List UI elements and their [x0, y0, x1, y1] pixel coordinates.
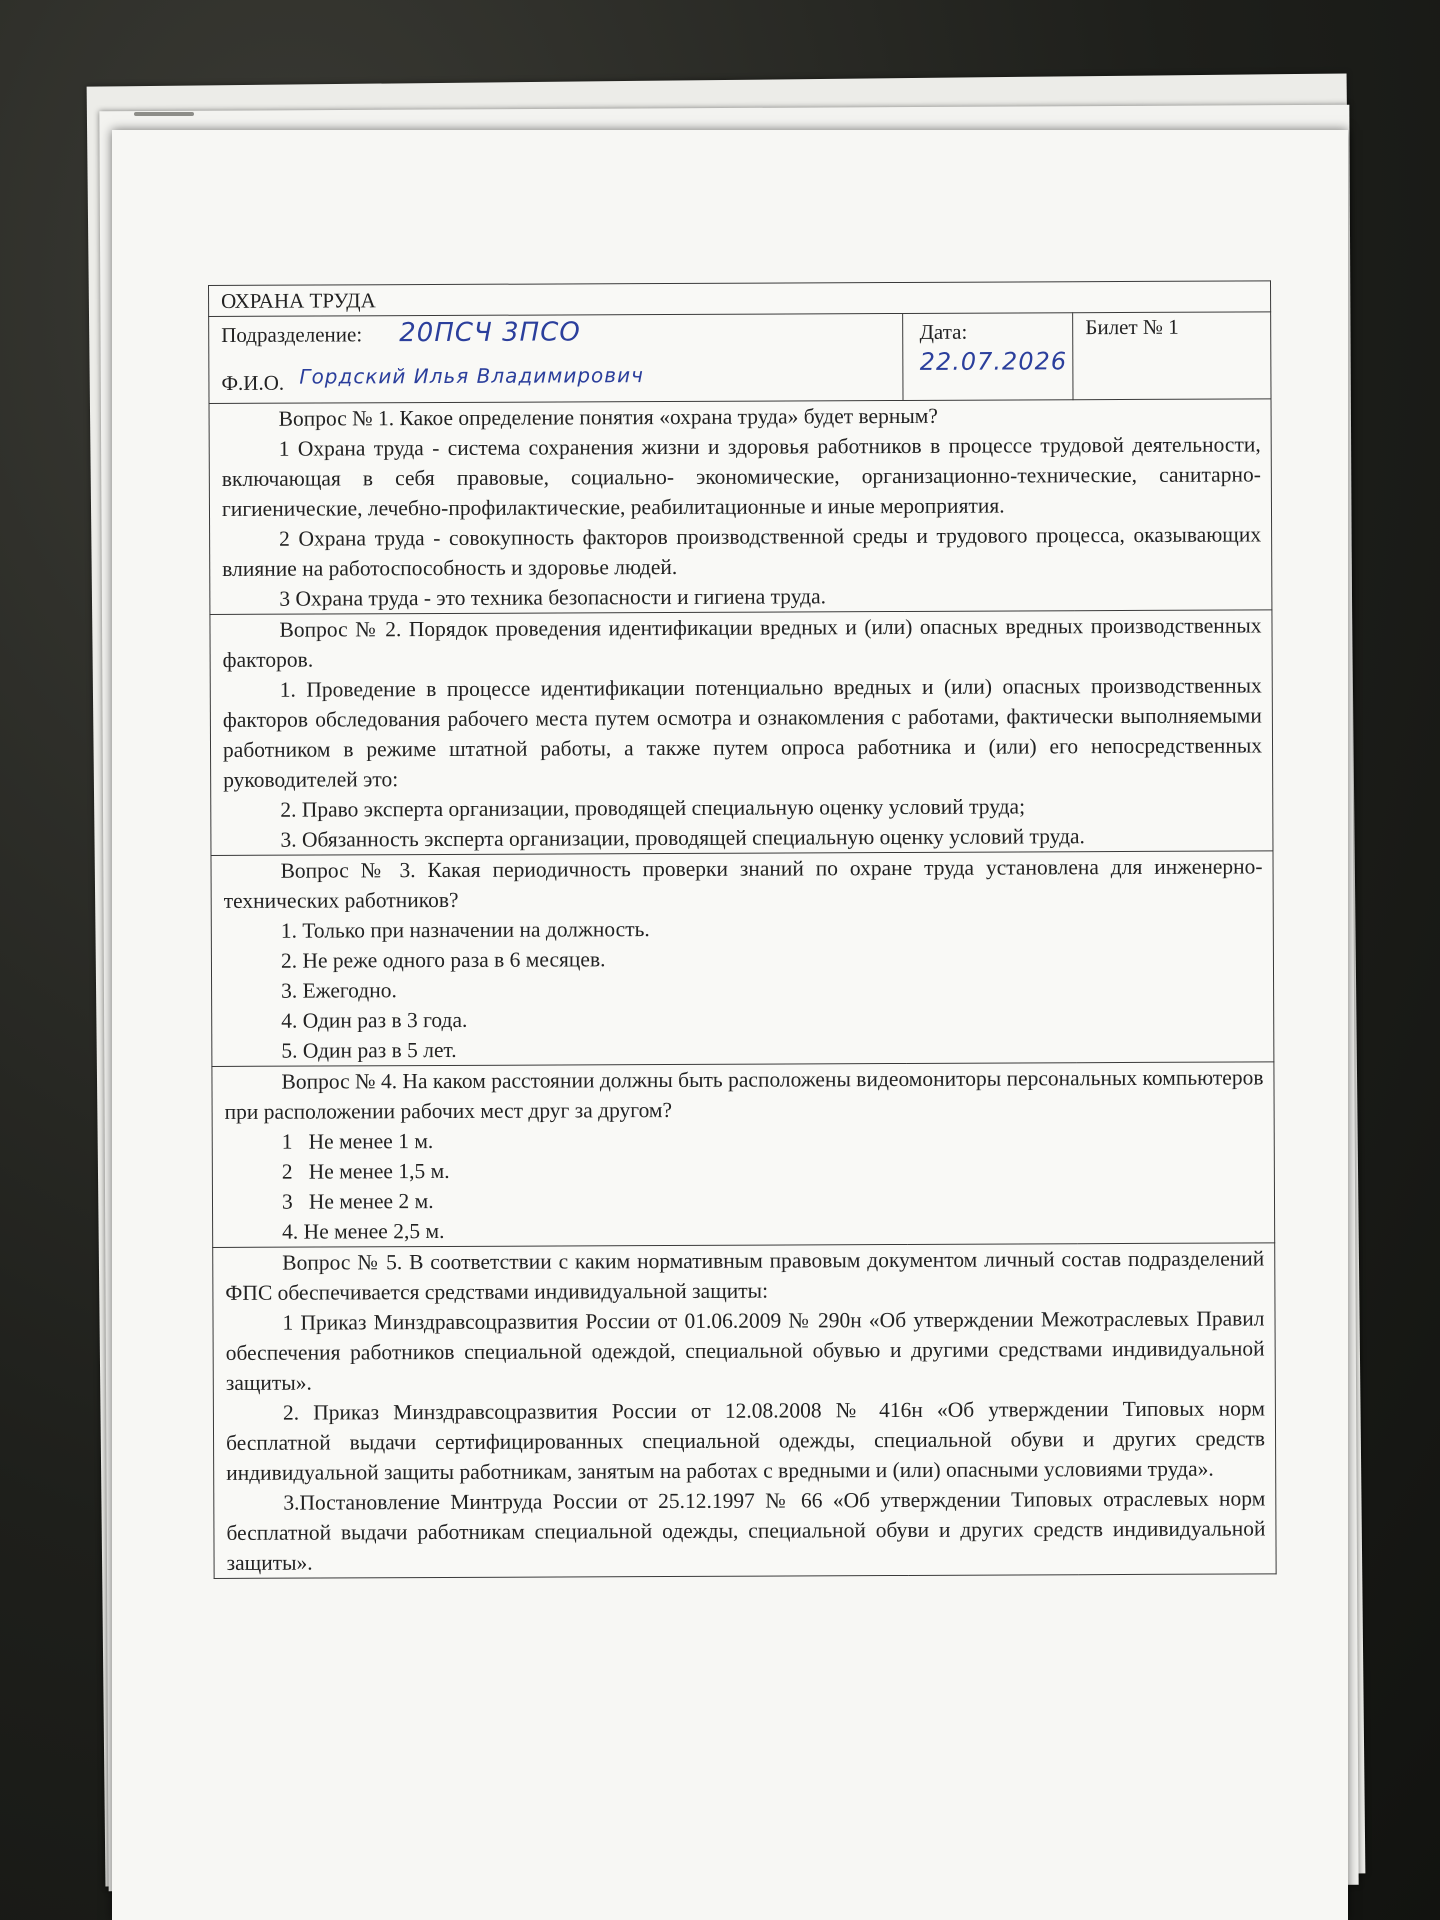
subject-title: ОХРАНА ТРУДА: [209, 281, 1271, 317]
question-block: [213, 1243, 1276, 1579]
question-block: [210, 610, 1273, 856]
answer-option: 1 Приказ Минздравсоцразвития России от 01.06.2009 № 290н «Об утверждении Межотраслевых Правил обеспечения работников специальной одеждой, специальной обувью и другими средствами индивидуальной защиты».: [225, 1306, 1265, 1395]
question-block: [209, 399, 1272, 615]
question-title: Вопрос № 3. Какая периодичность проверки знаний по охране труда установлена для инженерно-технических работников?: [223, 854, 1263, 913]
answer-option: 1 Охрана труда - система сохранения жизни и здоровья работников в процессе трудовой деятельности, включающая в себя правовые, социально- экономические, организационно-технические, санитарно-гигиенические, лечебно-профилактические, реабилитационные и иные мероприятия.: [221, 432, 1261, 521]
answer-option: 3 Не менее 2 м.: [281, 1189, 434, 1214]
answer-option: 1 Не менее 1 м.: [281, 1129, 434, 1154]
answer-option: 1. Проведение в процессе идентификации потенциально вредных и (или) опасных производственных факторов обследования рабочего места путем осмотра и ознакомления с работами, фактически выполняемыми работником в режиме штатной работы, а также путем опроса работника и (или) его непосредственных руководителей это:: [222, 673, 1263, 792]
answer-option: 4. Не менее 2,5 м.: [282, 1218, 445, 1244]
answer-option: 3. Ежегодно.: [281, 978, 397, 1003]
question-block: [212, 1062, 1275, 1248]
answer-option: 5. Один раз в 5 лет.: [281, 1037, 457, 1063]
ticket-number: Билет № 1: [1085, 314, 1179, 340]
department-label: Подразделение:: [221, 322, 363, 347]
question-title: Вопрос № 4. На каком расстоянии должны быть расположены видеомониторы персональных компьютеров при расположении рабочих мест друг за другом?: [224, 1065, 1264, 1124]
name-label: Ф.И.О.: [221, 370, 285, 395]
question-title: Вопрос № 2. Порядок проведения идентификации вредных и (или) опасных вредных производственных факторов.: [222, 613, 1262, 672]
department-name-cell: [209, 313, 904, 403]
answer-option: 3.Постановление Минтруда России от 25.12.1997 № 66 «Об утверждении Типовых отраслевых норм бесплатной выдачи работникам специальной одежды, специальной обуви и других средств индивидуальной защиты».: [226, 1486, 1266, 1575]
answer-option: 2. Не реже одного раза в 6 месяцев.: [280, 947, 606, 973]
date-label: Дата:: [919, 319, 968, 344]
name-handwritten: Гордский Илья Владимирович: [299, 363, 644, 389]
ticket-number-cell: [1073, 312, 1271, 400]
question-block: [211, 851, 1274, 1067]
answer-option: 1. Только при назначении на должность.: [280, 917, 650, 943]
pen-mark: [134, 112, 194, 116]
answer-option: 2 Охрана труда - совокупность факторов производственной среды и трудового процесса, оказывающих влияние на работоспособность и здоровье людей.: [222, 522, 1262, 581]
date-cell: [903, 313, 1073, 401]
question-title: Вопрос № 5. В соответствии с каким нормативным правовым документом личный состав подразделений ФПС обеспечивается средствами индивидуальной защиты:: [225, 1246, 1265, 1305]
answer-option: 3. Обязанность эксперта организации, проводящей специальную оценку условий труда.: [280, 824, 1085, 852]
answer-option: 2 Не менее 1,5 м.: [281, 1158, 450, 1184]
answer-option: 2. Право эксперта организации, проводящей специальную оценку условий труда;: [280, 794, 1026, 822]
answer-option: 3 Охрана труда - это техника безопасности и гигиена труда.: [279, 584, 827, 611]
question-title: Вопрос № 1. Какое определение понятия «охрана труда» будет верным?: [278, 403, 938, 431]
answer-option: 4. Один раз в 3 года.: [281, 1007, 468, 1033]
department-handwritten: 20ПСЧ 3ПСО: [399, 317, 581, 349]
answer-option: 2. Приказ Минздравсоцразвития России от 12.08.2008 № 416н «Об утверждении Типовых норм бесплатной выдачи сертифицированных специальной одежды, специальной обуви и других средств индивидуальной защиты работникам, занятым на работах с вредными и (или) опасными условиями труда».: [226, 1396, 1266, 1485]
date-handwritten: 22.07.2026: [919, 347, 1068, 376]
exam-ticket: [208, 280, 1277, 1579]
